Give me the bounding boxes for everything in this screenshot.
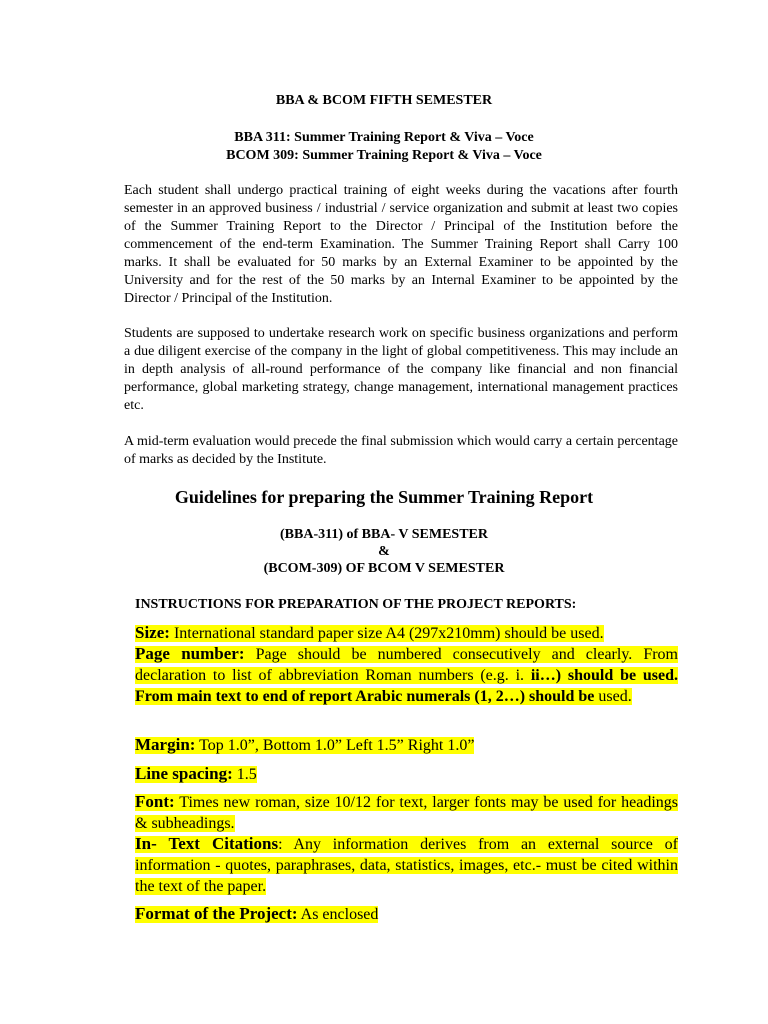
guidelines-bba: (BBA-311) of BBA- V SEMESTER xyxy=(280,527,488,542)
citations-label: In- Text Citations xyxy=(135,834,279,853)
guidelines-title: Guidelines for preparing the Summer Training Report xyxy=(174,487,594,507)
font-label: Font: xyxy=(135,792,175,811)
format-instruction xyxy=(135,903,678,925)
font-highlight xyxy=(135,794,678,832)
citations-instruction xyxy=(135,833,678,897)
line-spacing-instruction xyxy=(135,763,678,785)
paragraph-midterm: A mid-term evaluation would precede the final submission which would carry a certain percentage of marks as decided by the Institute. xyxy=(124,434,678,467)
size-highlight xyxy=(135,625,604,642)
page-number-text-end: used. xyxy=(594,688,632,705)
page-title: BBA & BCOM FIFTH SEMESTER xyxy=(275,93,493,108)
subtitle-bcom: BCOM 309: Summer Training Report & Viva – Voce xyxy=(226,148,542,163)
format-label: Format of the Project: xyxy=(135,904,298,923)
margin-instruction xyxy=(135,734,678,756)
size-text: International standard paper size A4 (297x210mm) should be used. xyxy=(169,625,604,642)
instructions-heading: INSTRUCTIONS FOR PREPARATION OF THE PROJECT REPORTS: xyxy=(135,597,577,612)
page-number-label: Page number: xyxy=(135,644,245,663)
line-spacing-label: Line spacing: xyxy=(135,764,233,783)
subtitle-bba: BBA 311: Summer Training Report & Viva – Voce xyxy=(234,130,534,145)
page-number-text: Page should be numbered consecutively and clearly. From declaration to list of abbreviation Roman numbers (e.g. i. xyxy=(135,646,678,684)
size-instruction xyxy=(135,622,678,644)
line-spacing-highlight xyxy=(135,766,257,783)
line-spacing-text: 1.5 xyxy=(232,766,257,783)
page-number-text-bold: ii…) should be used. From main text to end of report Arabic numerals (1, 2…) should be xyxy=(135,667,678,705)
font-text: Times new roman, size 10/12 for text, larger fonts may be used for headings & subheadings. xyxy=(135,794,678,832)
margin-highlight xyxy=(135,737,474,754)
citations-text: : Any information derives from an external source of information - quotes, paraphrases, data, statistics, images, etc.- must be cited within the text of the paper. xyxy=(135,836,679,895)
margin-label: Margin: xyxy=(135,735,196,754)
page-number-highlight xyxy=(135,646,678,705)
paragraph-research: Students are supposed to undertake research work on specific business organizations and perform a due diligent exercise of the company in the light of global competitiveness. This may include an in depth analysis of all-round performance of the company like financial and non financial performance, global marketing strategy, change management, international management practices etc. xyxy=(124,326,678,413)
citations-highlight xyxy=(135,836,678,895)
size-label: Size: xyxy=(135,623,170,642)
paragraph-training: Each student shall undergo practical training of eight weeks during the vacations after fourth semester in an approved business / industrial / service organization and submit at least two copies of the Summer Training Report to the Director / Principal of the Institution before the commencement of the end-term Examination. The Summer Training Report shall Carry 100 marks. It shall be evaluated for 50 marks by an External Examiner to be appointed by the University and for the rest of the 50 marks by an Internal Examiner to be appointed by the Director / Principal of the Institution. xyxy=(124,183,678,306)
format-highlight xyxy=(135,906,378,923)
guidelines-bcom: (BCOM-309) OF BCOM V SEMESTER xyxy=(263,561,505,576)
guidelines-amp: & xyxy=(378,544,390,559)
margin-text: Top 1.0”, Bottom 1.0” Left 1.5” Right 1.0” xyxy=(195,737,475,754)
format-text: As enclosed xyxy=(297,906,379,923)
page-number-instruction xyxy=(135,643,678,707)
font-instruction xyxy=(135,791,678,834)
